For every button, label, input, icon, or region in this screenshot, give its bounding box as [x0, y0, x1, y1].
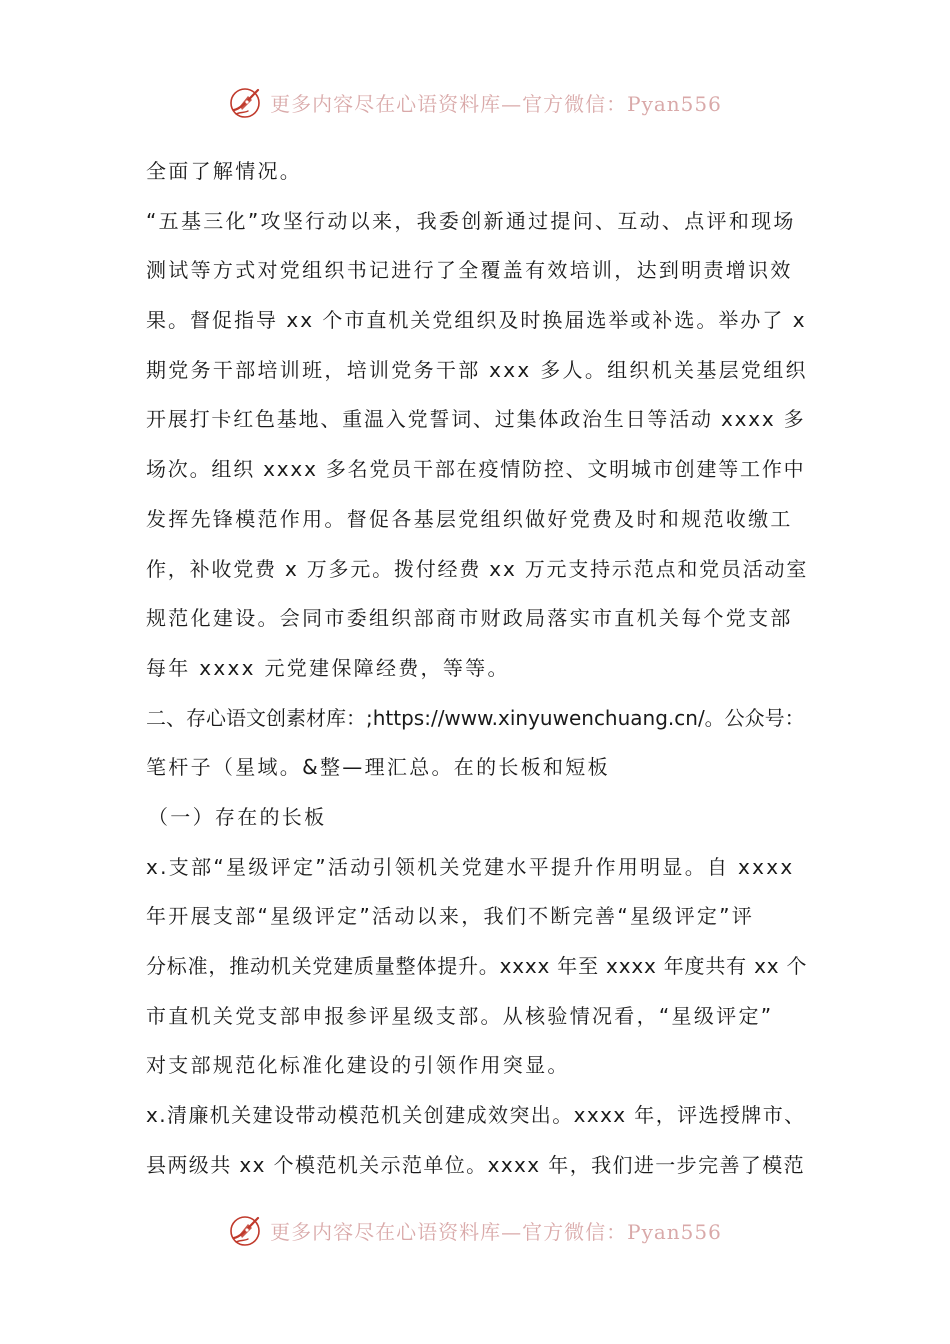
text-line: 果。督促指导 xx 个市直机关党组织及时换届选举或补选。举办了 x [146, 308, 807, 333]
text-line: 每年 xxxx 元党建保障经费，等等。 [146, 655, 510, 680]
text-line: 测试等方式对党组织书记进行了全覆盖有效培训，达到明责增识效 [146, 258, 793, 283]
text-line: 分标准，推动机关党建质量整体提升。xxxx 年至 xxxx 年度共有 xx 个 [146, 954, 808, 978]
document-body [146, 147, 808, 1190]
text-line: 全面了解情况。 [146, 159, 303, 183]
subsection-heading: （一）存在的长板 [148, 804, 327, 829]
footer-watermark [0, 1210, 950, 1250]
text-line: “五基三化”攻坚行动以来，我委创新通过提问、互动、点评和现场 [146, 208, 796, 233]
text-line: 市直机关党支部申报参评星级支部。从核验情况看，“星级评定” [146, 1003, 774, 1028]
pen-nib-logo-icon [228, 84, 264, 120]
text-line: 开展打卡红色基地、重温入党誓词、过集体政治生日等活动 xxxx 多 [146, 407, 806, 432]
text-line: x.支部“星级评定”活动引领机关党建水平提升作用明显。自 xxxx [146, 854, 795, 879]
text-line: 县两级共 xx 个模范机关示范单位。xxxx 年，我们进一步完善了模范 [146, 1152, 806, 1177]
text-line: 作，补收党费 x 万多元。拨付经费 xx 万元支持示范点和党员活动室 [146, 556, 809, 581]
text-line: 年开展支部“星级评定”活动以来，我们不断完善“星级评定”评 [146, 904, 755, 929]
text-line: 笔杆子（星域。&整—理汇总。在的长板和短板 [146, 755, 610, 780]
text-line: x.清廉机关建设带动模范机关创建成效突出。xxxx 年，评选授牌市、 [146, 1103, 806, 1128]
text-line: 规范化建设。会同市委组织部商市财政局落实市直机关每个党支部 [146, 606, 793, 631]
text-line: 发挥先锋模范作用。督促各基层党组织做好党费及时和规范收缴工 [146, 506, 793, 531]
watermark-text: 更多内容尽在心语资料库—官方微信：Pyan556 [270, 1219, 722, 1244]
text-line: 对支部规范化标准化建设的引领作用突显。 [146, 1053, 570, 1078]
watermark-text: 更多内容尽在心语资料库—官方微信：Pyan556 [270, 91, 722, 116]
text-line: 期党务干部培训班，培训党务干部 xxx 多人。组织机关基层党组织 [146, 357, 808, 382]
pen-nib-logo-icon [228, 1212, 264, 1248]
header-watermark [0, 82, 950, 122]
text-line: 场次。组织 xxxx 多名党员干部在疫情防控、文明城市创建等工作中 [146, 457, 806, 482]
section-heading: 二、存心语文创素材库：;https://www.xinyuwenchuang.cn/。公众号： [146, 705, 805, 730]
